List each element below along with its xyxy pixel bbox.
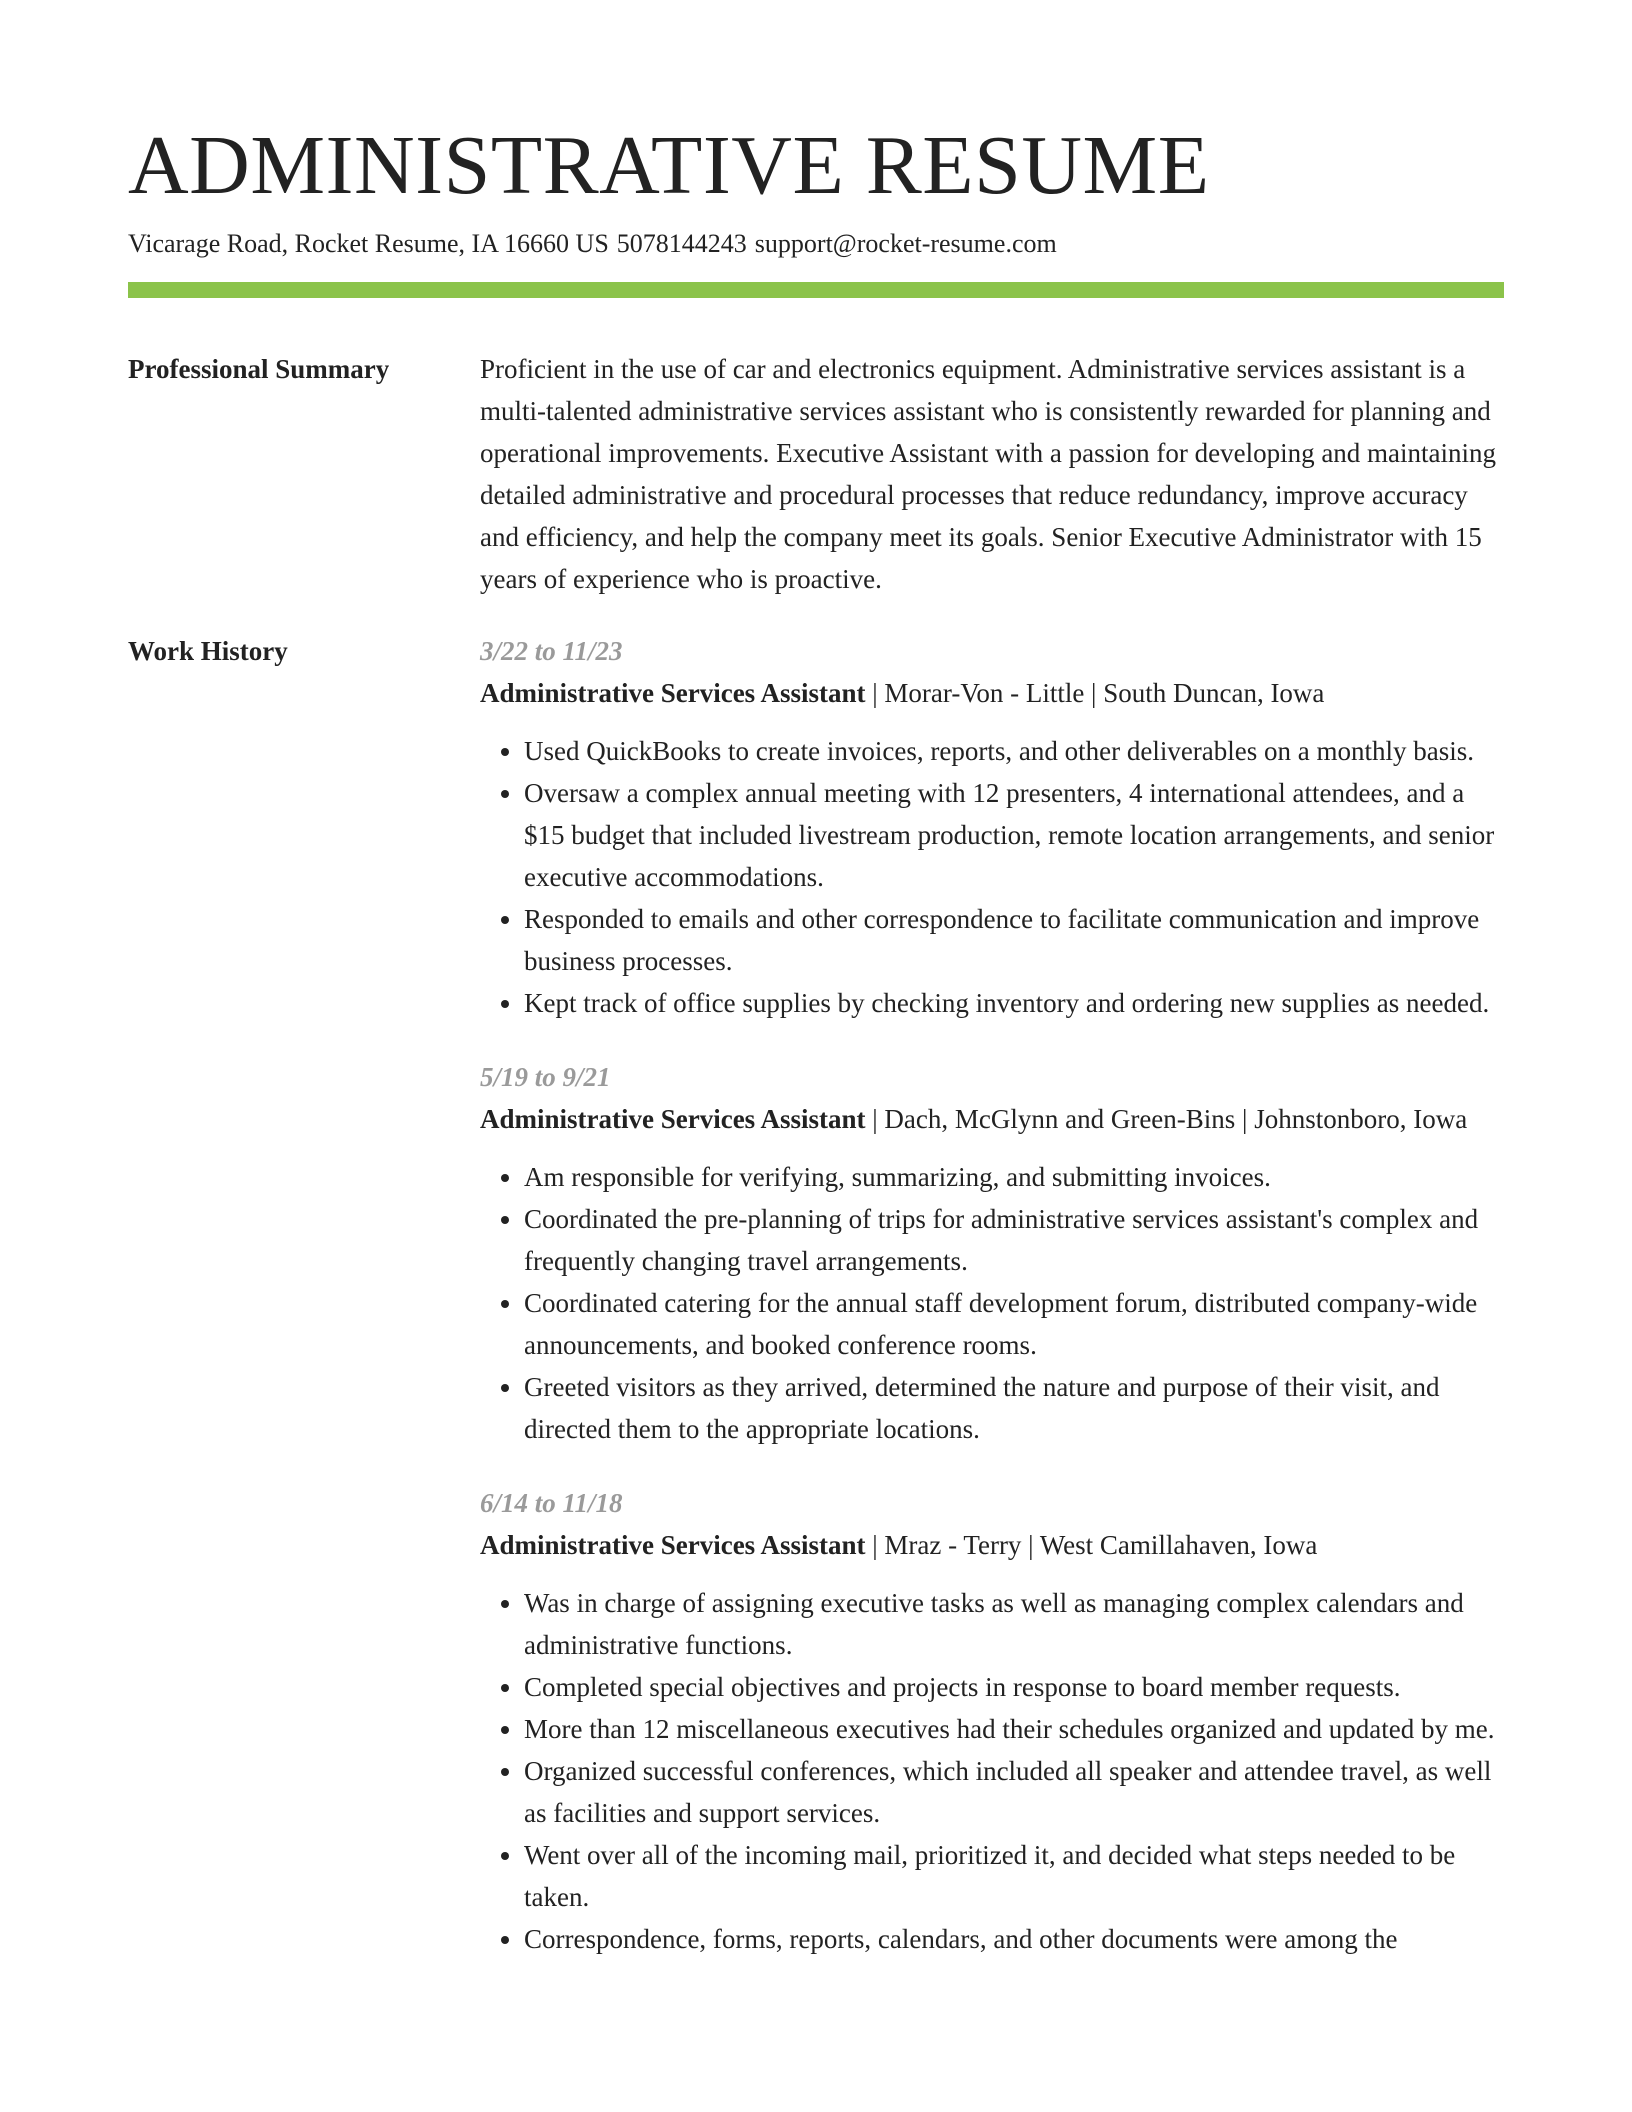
section-label-summary: Professional Summary — [128, 354, 390, 384]
bullet-item: • Coordinated catering for the annual staff development forum, distributed company-wide announcements, and booked conference rooms. — [524, 1282, 1504, 1366]
job-title: Administrative Services Assistant — [480, 1104, 866, 1134]
job-bullets — [480, 1156, 1504, 1450]
bullet-item: • Used QuickBooks to create invoices, reports, and other deliverables on a monthly basis. — [524, 730, 1504, 772]
job-title: Administrative Services Assistant — [480, 1530, 866, 1560]
job-bullets — [480, 1582, 1504, 1960]
bullet-item: • Kept track of office supplies by checking inventory and ordering new supplies as needed. — [524, 982, 1504, 1024]
bullet-item: • Organized successful conferences, which included all speaker and attendee travel, as well as facilities and support services. — [524, 1750, 1504, 1834]
job-heading — [480, 1098, 1504, 1140]
contact-phone: 5078144243 — [616, 229, 747, 258]
resume-title: ADMINISTRATIVE RESUME — [128, 119, 1210, 212]
job-bullets — [480, 730, 1504, 1024]
job-entry — [480, 1056, 1504, 1450]
contact-email: support@rocket-resume.com — [754, 229, 1057, 258]
bullet-item: • Am responsible for verifying, summarizing, and submitting invoices. — [524, 1156, 1504, 1198]
summary-body — [480, 348, 1504, 600]
job-dates: 5/19 to 9/21 — [480, 1062, 611, 1092]
contact-address: Vicarage Road, Rocket Resume, IA 16660 US — [128, 229, 609, 258]
job-dates: 3/22 to 11/23 — [480, 636, 623, 666]
job-details: | Dach, McGlynn and Green-Bins | Johnstonboro, Iowa — [865, 1104, 1468, 1134]
job-details: | Morar-Von - Little | South Duncan, Iowa — [865, 678, 1325, 708]
bullet-item: • Oversaw a complex annual meeting with 12 presenters, 4 international attendees, and a $15 budget that included livestream production, remote location arrangements, and senior executive accommodations. — [524, 772, 1504, 898]
work-history-body — [480, 630, 1504, 1992]
section-label-work: Work History — [128, 636, 288, 666]
bullet-item: • Went over all of the incoming mail, prioritized it, and decided what steps needed to be taken. — [524, 1834, 1504, 1918]
job-details: | Mraz - Terry | West Camillahaven, Iowa — [865, 1530, 1318, 1560]
bullet-item: • Completed special objectives and projects in response to board member requests. — [524, 1666, 1504, 1708]
job-entry — [480, 630, 1504, 1024]
bullet-item: • Was in charge of assigning executive tasks as well as managing complex calendars and administrative functions. — [524, 1582, 1504, 1666]
bullet-item: • Correspondence, forms, reports, calendars, and other documents were among the — [524, 1918, 1504, 1960]
summary-text: Proficient in the use of car and electronics equipment. Administrative services assistant is a multi-talented administrative services assistant who is consistently rewarded for planning and operational improvements. Executive Assistant with a passion for developing and maintaining detailed administrative and procedural processes that reduce redundancy, improve accuracy and efficiency, and help the company meet its goals. Senior Executive Administrator with 15 years of experience who is proactive. — [480, 354, 1497, 594]
bullet-item: • More than 12 miscellaneous executives had their schedules organized and updated by me. — [524, 1708, 1504, 1750]
bullet-item: • Greeted visitors as they arrived, determined the nature and purpose of their visit, and directed them to the appropriate locations. — [524, 1366, 1504, 1450]
accent-divider — [128, 282, 1504, 298]
job-title: Administrative Services Assistant — [480, 678, 866, 708]
job-heading — [480, 672, 1504, 714]
work-history-section — [128, 630, 1504, 1992]
bullet-item: • Coordinated the pre-planning of trips for administrative services assistant's complex and frequently changing travel arrangements. — [524, 1198, 1504, 1282]
contact-line — [128, 226, 1504, 262]
job-entry — [480, 1482, 1504, 1960]
professional-summary-section — [128, 348, 1504, 600]
bullet-item: • Responded to emails and other correspondence to facilitate communication and improve business processes. — [524, 898, 1504, 982]
job-heading — [480, 1524, 1504, 1566]
job-dates: 6/14 to 11/18 — [480, 1488, 623, 1518]
